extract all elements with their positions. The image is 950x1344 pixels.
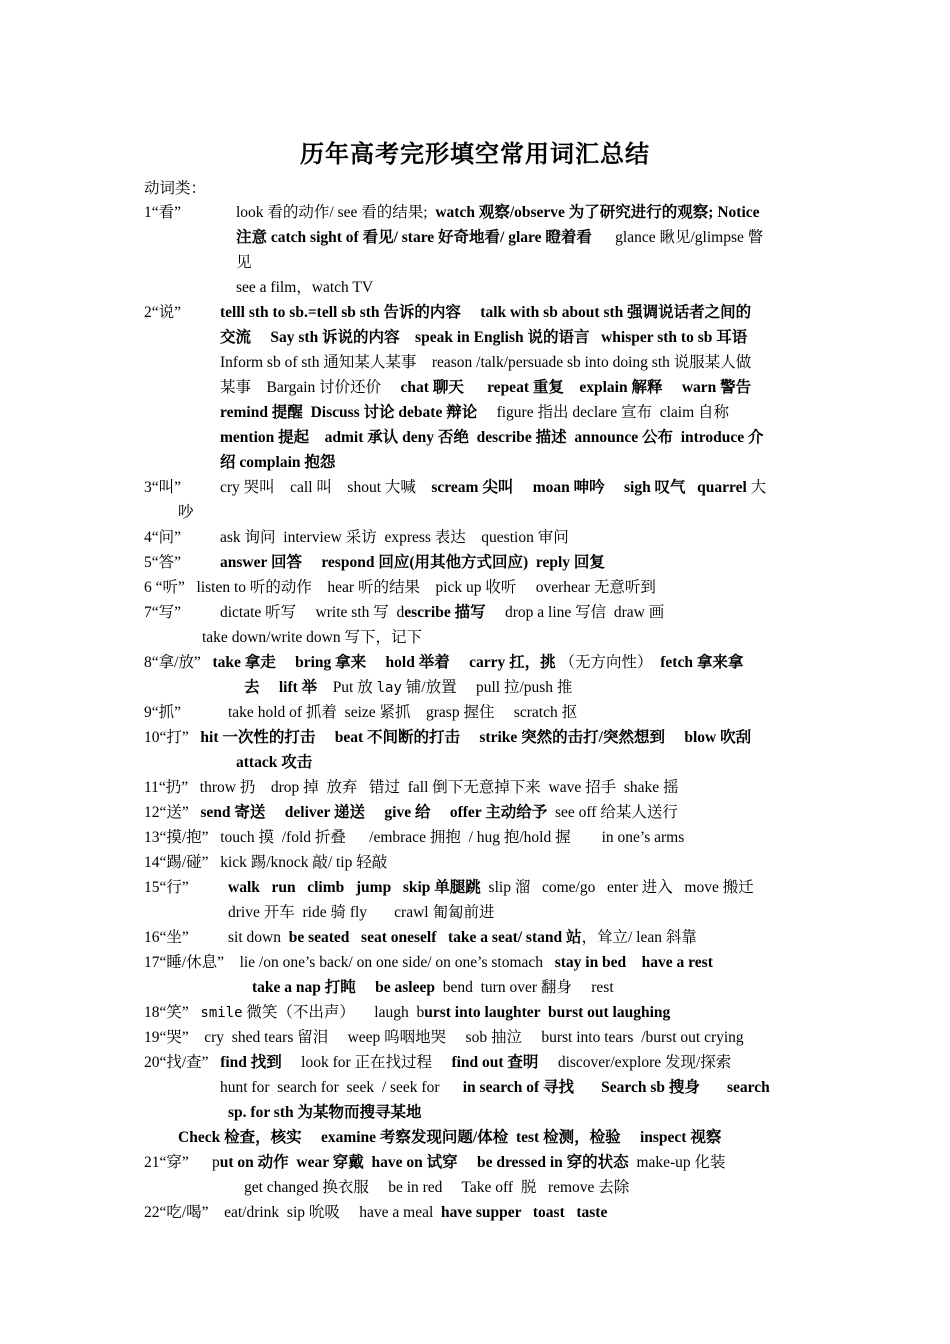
text-line bbox=[144, 200, 760, 225]
text-segment: 14“踢/碰” kick 踢/knock 敲/ tip 轻敲 bbox=[144, 854, 388, 871]
text-segment: urst into laughter burst out laughing bbox=[424, 1004, 671, 1021]
text-line bbox=[228, 1100, 421, 1125]
text-line bbox=[178, 1125, 721, 1150]
text-segment: 4“问” bbox=[144, 529, 182, 546]
text-segment: 6 “听” listen to 听的动作 hear 听的结果 pick up 收听 overhear 无意听到 bbox=[144, 579, 656, 596]
text-segment: walk run climb jump skip 单腿跳 bbox=[228, 879, 481, 896]
text-segment: take a nap 打盹 be asleep bbox=[252, 979, 435, 996]
text-line bbox=[144, 775, 679, 800]
text-segment: 11“扔” throw 扔 drop 掉 放弃 错过 fall 倒下无意掉下来 wave 招手 shake 摇 bbox=[144, 779, 679, 796]
text-segment: Put 放 bbox=[317, 679, 377, 696]
text-segment: scream 尖叫 moan 呻吟 sigh 叹气 quarrel bbox=[431, 479, 747, 496]
text-line bbox=[220, 375, 751, 400]
text-segment: 16“坐” bbox=[144, 929, 189, 946]
text-line bbox=[144, 475, 767, 500]
text-line bbox=[144, 825, 684, 850]
text-segment: bend turn over 翻身 rest bbox=[435, 979, 614, 996]
text-line bbox=[244, 1175, 629, 1200]
text-segment: 20“找/查” bbox=[144, 1054, 221, 1071]
text-line bbox=[144, 1200, 607, 1225]
text-segment: 大 bbox=[746, 479, 767, 496]
text-segment: send 寄送 deliver 递送 give 给 offer 主动给予 bbox=[200, 804, 548, 821]
text-line bbox=[144, 925, 697, 950]
text-segment: take hold of 抓着 seize 紧抓 grasp 握住 scratch 抠 bbox=[228, 704, 578, 721]
text-segment: 1“看” bbox=[144, 204, 182, 221]
text-segment: cry 哭叫 call 叫 shout 大喊 bbox=[220, 479, 432, 496]
text-segment: be seated seat oneself take a seat/ stand 站 bbox=[288, 929, 582, 946]
text-segment: 17“睡/休息” lie /on one’s back/ on one side/ on one’s stomach bbox=[144, 954, 555, 971]
text-segment: ut on 动作 wear 穿戴 have on 试穿 be dressed in 穿的状态 bbox=[219, 1154, 629, 1171]
text-segment: 7“写” bbox=[144, 604, 182, 621]
text-segment: 12“送” bbox=[144, 804, 201, 821]
text-line bbox=[144, 1050, 731, 1075]
text-line bbox=[178, 500, 194, 525]
text-segment: remind 提醒 Discuss 讨论 debate 辩论 bbox=[220, 404, 478, 421]
text-line bbox=[144, 1000, 670, 1026]
text-segment: figure 指出 declare 宣布 claim 自称 bbox=[477, 404, 730, 421]
text-line bbox=[144, 575, 656, 600]
text-segment: discover/explore 发现/探索 bbox=[538, 1054, 732, 1071]
text-line bbox=[236, 275, 373, 300]
text-segment: 交流 Say sth 诉说的内容 speak in English 说的语言 whisper sth to sb 耳语 bbox=[220, 329, 748, 346]
page-title: 历年高考完形填空常用词汇总结 bbox=[300, 140, 650, 168]
text-segment: 某事 Bargain 讨价还价 bbox=[220, 379, 401, 396]
text-segment: 5“答” bbox=[144, 554, 182, 571]
text-segment: ，耸立/ lean 斜靠 bbox=[581, 929, 697, 946]
text-segment: fetch 拿来拿 bbox=[660, 654, 744, 671]
text-segment: drop a line 写信 draw 画 bbox=[485, 604, 665, 621]
text-segment: telll sth to sb.=tell sb sth 告诉的内容 talk with sb about sth 强调说话者之间的 bbox=[220, 304, 752, 321]
text-line bbox=[220, 450, 335, 475]
text-line bbox=[144, 650, 743, 675]
text-segment: 18“笑” bbox=[144, 1004, 201, 1021]
text-segment: ask 询问 interview 采访 express 表达 question 审问 bbox=[220, 529, 569, 546]
text-segment: 19“哭” cry shed tears 留泪 weep 呜咽地哭 sob 抽泣 burst into tears /burst out crying bbox=[144, 1029, 744, 1046]
text-line bbox=[144, 800, 678, 825]
text-segment: smile bbox=[200, 1005, 243, 1021]
text-segment: 吵 bbox=[178, 504, 194, 521]
text-segment: dictate 听写 write sth 写 d bbox=[220, 604, 405, 621]
text-segment: mention 提起 admit 承认 deny 否绝 describe 描述 announce 公布 introduce 介 bbox=[220, 429, 764, 446]
text-segment: see a film，watch TV bbox=[236, 279, 374, 296]
text-line bbox=[220, 1075, 770, 1100]
text-segment: slip 溜 come/go enter 进入 move 搬迁 bbox=[480, 879, 754, 896]
text-segment: attack 攻击 bbox=[236, 754, 313, 771]
text-segment: 2“说” bbox=[144, 304, 182, 321]
text-segment: 注意 catch sight of 看见/ stare 好奇地看/ glare 瞪着看 bbox=[236, 229, 592, 246]
text-line bbox=[202, 625, 422, 650]
text-segment: answer 回答 respond 回应(用其他方式回应) reply 回复 bbox=[220, 554, 605, 571]
text-segment: lay bbox=[376, 680, 402, 696]
text-segment: 22“吃/喝” eat/drink sip 吮吸 have a meal bbox=[144, 1204, 442, 1221]
text-segment: hit 一次性的打击 beat 不间断的打击 strike 突然的击打/突然想到 blow 吹刮 bbox=[200, 729, 752, 746]
text-line bbox=[220, 350, 751, 375]
text-line bbox=[236, 250, 252, 275]
text-segment: have supper toast taste bbox=[441, 1204, 608, 1221]
text-line bbox=[144, 550, 605, 575]
text-line bbox=[144, 1025, 744, 1050]
text-segment: 8“拿/放” bbox=[144, 654, 213, 671]
text-segment: find 找到 bbox=[220, 1054, 282, 1071]
text-segment: 铺/放置 pull 拉/push 推 bbox=[401, 679, 573, 696]
text-segment: 3“叫” bbox=[144, 479, 182, 496]
text-segment: glance 瞅见/glimpse 瞥 bbox=[591, 229, 764, 246]
text-segment: 绍 complain 抱怨 bbox=[220, 454, 336, 471]
text-segment: in search of 寻找 Search sb 搜身 search bbox=[462, 1079, 770, 1096]
text-segment: find out 查明 bbox=[451, 1054, 539, 1071]
text-segment: Inform sb of sth 通知某人某事 reason /talk/persuade sb into doing sth 说服某人做 bbox=[220, 354, 752, 371]
text-line bbox=[144, 950, 713, 975]
text-segment: take down/write down 写下，记下 bbox=[202, 629, 422, 646]
text-segment: （无方向性） bbox=[555, 654, 661, 671]
text-segment: 去 lift 举 bbox=[244, 679, 318, 696]
text-segment: hunt for search for seek / seek for bbox=[220, 1079, 463, 1096]
text-line bbox=[144, 850, 387, 875]
text-line bbox=[236, 750, 312, 775]
text-segment: 见 bbox=[236, 254, 252, 271]
text-line bbox=[144, 700, 578, 725]
text-segment: make-up 化装 bbox=[628, 1154, 726, 1171]
text-segment: 10“打” bbox=[144, 729, 201, 746]
text-segment: stay in bed have a rest bbox=[554, 954, 713, 971]
text-segment: see off 给某人送行 bbox=[547, 804, 678, 821]
text-line bbox=[144, 725, 751, 750]
section-heading: 动词类： bbox=[144, 180, 207, 197]
text-segment: 21“穿” p bbox=[144, 1154, 220, 1171]
text-line bbox=[220, 425, 764, 450]
text-line bbox=[220, 400, 729, 425]
text-segment: drive 开车 ride 骑 fly crawl 匍匐前进 bbox=[228, 904, 495, 921]
text-segment: watch 观察/observe 为了研究进行的观察; Notice bbox=[435, 204, 760, 221]
text-line bbox=[144, 875, 754, 900]
text-segment: sit down bbox=[228, 929, 289, 946]
text-line bbox=[144, 300, 752, 325]
text-segment: look for 正在找过程 bbox=[281, 1054, 452, 1071]
text-line bbox=[244, 675, 572, 701]
text-segment: 9“抓” bbox=[144, 704, 182, 721]
text-segment: take 拿走 bring 拿来 hold 举着 carry 扛，挑 bbox=[212, 654, 556, 671]
text-segment: 15“行” bbox=[144, 879, 189, 896]
text-line bbox=[220, 325, 747, 350]
text-segment: get changed 换衣服 be in red Take off 脱 remove 去除 bbox=[244, 1179, 630, 1196]
text-segment: look 看的动作/ see 看的结果; bbox=[236, 204, 436, 221]
text-segment: escribe 描写 bbox=[404, 604, 486, 621]
text-line bbox=[144, 525, 569, 550]
text-segment: 微笑（不出声） laugh b bbox=[242, 1004, 425, 1021]
text-line bbox=[144, 600, 665, 625]
text-line bbox=[228, 900, 494, 925]
text-line bbox=[144, 1150, 726, 1175]
text-segment: sp. for sth 为某物而搜寻某地 bbox=[228, 1104, 422, 1121]
text-segment: 13“摸/抱” touch 摸 /fold 折叠 /embrace 拥抱 / hug 抱/hold 握 in one’s arms bbox=[144, 829, 685, 846]
text-line bbox=[236, 225, 763, 250]
text-segment: Check 检查，核实 examine 考察发现问题/体检 test 检测，检验 inspect 视察 bbox=[178, 1129, 722, 1146]
text-segment: chat 聊天 repeat 重复 explain 解释 warn 警告 bbox=[400, 379, 752, 396]
text-line bbox=[252, 975, 614, 1000]
